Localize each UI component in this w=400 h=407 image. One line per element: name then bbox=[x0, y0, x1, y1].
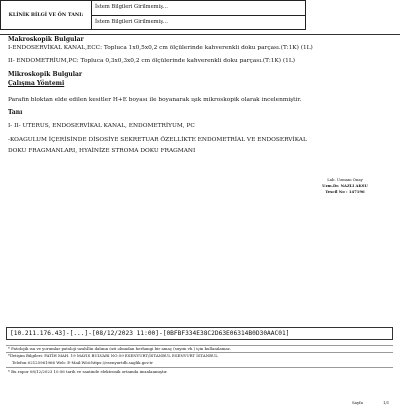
verification-hash: [10.211.176.43]-[...]-[08/12/2023 11:00]-[0BFBF334E38C2D63E06314B0D30AAC01] bbox=[10, 330, 290, 337]
signature-tescil: Tescil No : 147196 bbox=[325, 189, 365, 194]
signature-name: Uzm.Dr. NAZLI AKSU bbox=[322, 183, 368, 188]
page-label: Sayfa bbox=[352, 400, 363, 405]
method-heading: Çalışma Yöntemi bbox=[8, 80, 65, 87]
microscopic-heading: Mikroskopik Bulgular bbox=[8, 71, 83, 78]
macroscopic-heading: Makroskopik Bulgular bbox=[8, 36, 84, 43]
clinical-info-value-2: İstem Bilgileri Girilmemiş... bbox=[92, 15, 306, 30]
macroscopic-item-1: I-ENDOSERVİKAL KANAL,ECC: Topluca 1x0,5x0,2 cm ölçülerinde kahverenkli doku parçası.(T:1K) (1L) bbox=[8, 45, 313, 51]
footer-phone: Telefon:02125961966 Web: E-Mail:Wöö:https://esenyurtdh.saglik.gov.tr bbox=[12, 360, 153, 365]
diagnosis-line-2: -KOAGULUM İÇERİSİNDE DİSOSİYE SEKRETUAR ÖZELLİKTE ENDOMETRİAL VE ENDOSERVİKAL bbox=[8, 137, 307, 143]
signature-role: Lab. Uzmanı Onay bbox=[327, 177, 363, 182]
page-number: 1/1 bbox=[383, 400, 390, 405]
footer-divider-3 bbox=[6, 367, 393, 368]
method-text: Parafin bloktan elde edilen kesitler H+E boyası ile boyanarak ışık mikroskopik olarak incelenmiştir. bbox=[8, 97, 302, 103]
clinical-info-label: KLİNİK BİLGİ VE ÖN TANI: bbox=[1, 1, 92, 30]
macroscopic-item-2: II- ENDOMETRİUM,PC: Topluca 0,3x0,3x0,2 cm ölçülerinde kahverenkli doku parçası.(T:1K) (1L) bbox=[8, 58, 295, 64]
diagnosis-line-3: DOKU FRAGMANLARI, HYAİNİZE STROMA DOKU FRAGMANI bbox=[8, 148, 196, 154]
clinical-info-value-1: İstem Bilgileri Girilmemiş... bbox=[92, 1, 306, 16]
section-divider-top bbox=[0, 34, 400, 35]
footer-note: * Patolojik ısıı ve yorumlar patoloji uzahİlin dalının özü olmadan herhangi bir amaç (suyım vb.) için kullanılamaz. bbox=[8, 346, 231, 351]
diagnosis-heading: Tanı bbox=[8, 109, 23, 116]
clinical-info-table bbox=[0, 0, 306, 30]
diagnosis-line-1: I- II- UTERUS, ENDOSERVİKAL KANAL, ENDOMETRİYUM, PC bbox=[8, 123, 195, 129]
footer-contact: *İletişim Bilgileri: FATİH MAH. 19 MAYIS BULVARI NO:59 ESENYURT/İSTANBUL ESENYURT İSTANBUL bbox=[8, 353, 218, 358]
footer-signed: * Bu rapor 08/12/2023 10:56 tarih ve saatinde elektronik ortamda imzalanmıştır. bbox=[8, 369, 168, 374]
